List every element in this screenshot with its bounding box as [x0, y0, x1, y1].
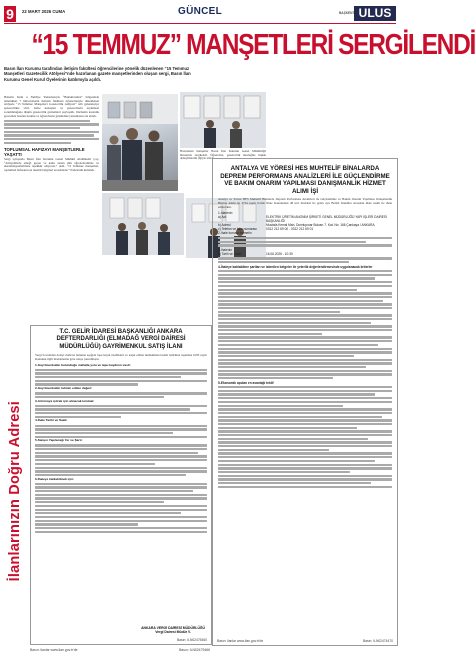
notice-row: [218, 215, 392, 223]
announcement-id: Basın: ILN02475460: [176, 638, 207, 642]
main-headline: “15 TEMMUZ” MANŞETLERİ SERGİLENDİ: [31, 29, 475, 61]
notice-row-label: b) Adresi: [218, 223, 231, 228]
sidebar-banner: [4, 336, 26, 646]
announcement-item: 3-Artırmaya iştirak için alınacak teminat:: [35, 398, 95, 403]
notice-row: [218, 252, 392, 256]
notice-row-value: 16.06.2026 - 10:30: [266, 251, 293, 256]
sale-announcement: [30, 325, 212, 645]
sidebar-slogan: İlanlarınızın Doğru Adresi: [7, 400, 23, 582]
notice-row-label: 3-İhalenin: [218, 247, 232, 252]
notice-row-value: 0312 212 69 00 - 0312 212 69 01: [266, 227, 314, 232]
notice-row-label: 2-İhale konusu hizmetin: [218, 231, 252, 236]
announcement-item: 6-İhaleye katılabilmek için:: [35, 476, 75, 481]
notice-footer-right: Basın: ILN02474470: [362, 639, 393, 643]
notice-row-label: a) Adı: [218, 215, 227, 220]
announcement-signature: [141, 626, 205, 634]
section-title: GÜNCEL: [178, 6, 223, 17]
notice-row-label: 1-İdarenin: [218, 211, 233, 216]
exhibition-photo: [102, 94, 178, 191]
issuer-name: ANKARA VERGİ DAİRESİ MÜDÜRLÜĞÜ: [141, 626, 205, 630]
notice-row-value: Mustafa Kemal Mah. Dumlupınar Bulvarı 7. Kat. No: 166 Çankaya / ANKARA: [266, 223, 375, 228]
photo-illustration: [180, 92, 266, 148]
issue-date: 22 MART 2026 CUMA: [22, 9, 66, 14]
announcement-item: 5-Satışın Yapılacağı Yer ve Şartı:: [35, 438, 83, 443]
footer-left: Basın: ilanlar www.ilan.gov.tr'de: [30, 648, 78, 652]
page-header: [4, 6, 396, 24]
header-divider: [4, 23, 396, 24]
page-footer: [30, 648, 210, 656]
announcement-item: 2-Gayrimenkulün tahmin edilen değeri:: [35, 386, 93, 391]
footer-mid: Basın: ILN02479466: [179, 648, 210, 652]
exhibition-photo-3: [102, 193, 184, 255]
notice-footer-left: Basın: ilanlar www.ilan.gov.tr'de: [217, 639, 264, 643]
notice-row-label: 5-Ekonomik açıdan en avantajlı teklif: [218, 380, 274, 385]
notice-table: [218, 211, 392, 487]
signer-title: Vergi Dairesi Müdür V.: [155, 630, 191, 634]
announcement-item: 1-Gayrimenkulün bulunduğu mahalle,yolu ve tapu kaydının vasfı:: [35, 362, 131, 367]
notice-intro: Antalya ve Yöresi HES Muhtelif Binalarda Deprem Performans Analizleri ile Güçlendirme ve Bakım Onarım Yapılması Danışmanlık Hizmet Alımı işi 4734 sayılı Kamu İhale Kanununun 48 inci maddesi ile gelen ayrı Belirli İstekliler Arasında ihale usulü ile ihale edilecektir.: [218, 197, 392, 209]
notice-row-label: b) Tarih ve Saati: [218, 251, 241, 256]
page-number: 9: [4, 6, 16, 22]
exhibition-photo-2: [180, 92, 266, 148]
article-subhead: TOPLUMSAL HAFIZAYI MANŞETLERLE YAŞATTI: [4, 147, 85, 158]
announcement-item: 4-İhale Tarihi ve Saati:: [35, 418, 68, 423]
announcement-title: T.C. GELİR İDARESİ BAŞKANLIĞI ANKARA DEFTERDARLIĞI (ELMADAĞ VERGİ DAİRESİ MÜDÜRLÜĞÜ) GAYRİMENKUL SATIŞ İLANI: [56, 329, 186, 350]
notice-row-label: 4-İhaleye katılabilme şartları ve istenilen belgeler ile yeterlik değerlendirmesinde uygulanacak kriterler: [218, 264, 373, 269]
announcement-text: Vergi borcundan dolayı mahcuz bulunan aşağıda tapu kaydı özellikleri ve tespit edilen muhammen bedeli belirtilen taşınmaz 6183 sayılı Kanunun ilgili maddelerine göre satışa çıkarılmıştır.: [35, 353, 207, 361]
notice-row-label: c) Telefon ve faks numarası: [218, 227, 257, 232]
notice-row-value: ELEKTRİK ÜRETİM ANONİM ŞİRKETİ GENEL MÜDÜRLÜĞÜ YAPI İŞLERİ DAİRESİ BAŞKANLIĞI: [266, 215, 387, 224]
logo-prefix: BAŞKENT: [339, 11, 355, 15]
article-lead: Basın İlan Kurumu tarafından iletişim fakültesi öğrencilerine yönelik düzenlenen “15 Temmuz Manşetleri Gazetecilik Atölyesi”nde hazırlanan gazete manşetlerinden oluşan sergi, Basın İlan Kurumu Genel Kurul Öyelerinin katılımıyla açıldı.: [4, 66, 191, 82]
photo-illustration: [102, 193, 184, 255]
ulus-logo: ULUS: [354, 6, 396, 21]
article-body: [4, 96, 99, 173]
tender-notice: [212, 158, 398, 646]
photo-illustration: [102, 94, 178, 191]
notice-title: ANTALYA VE YÖRESİ HES MUHTELİF BİNALARDA DEPREM PERFORMANS ANALİZLERİ İLE GÜÇLENDİRME VE BAKIM ONARIM YAPILMASI DANIŞMANLIK HİZMET ALIMI İŞİ: [220, 165, 390, 195]
article-paragraph: Sergi açılışında Basın İlan Kurumu Genel Müdürü Abdülkadir Çay, “Atölyemizde emeği geçen ve katkı sunan tüm öğrencilerimize ve akademisyenlerimize teşekkür ediyoruz.” dedi. “15 Temmuz manşetleri, toplumsal hafızanın en önemli belgeleri arasındadır.” ifadelerini kullandı.: [4, 157, 99, 173]
article-paragraph: Haberin Kum u Nahliye Yansımasıyla “Baktıklarımız” bölgesinde tematikleri 7 üniversitenin iletişim fakültesi öğrencileriyle düzenlenen atölyede “15 Temmuz Manşetleri Gazetecilik Atölyesi” adlı gelenekçiye gazetecilikte sivil, darbe konuşları ve gazetecilerin toplumsal sorumluluğuna ilişkin gazetecilik gözlemleri paylaşıldı. Darbenin karanlık gecesinde basının tutumu ve öğrencilerin gözündeki yansımaları ele alındı.: [4, 95, 99, 118]
photo-caption: Hazırlanan manşetler Basın İlan Kurumu Genel Müdürlüğü binasında sergilendi. Öğrenciler, gazetecilik mesleğine ilişkin deneyimlerini ilgiyle izledi.: [180, 149, 266, 161]
